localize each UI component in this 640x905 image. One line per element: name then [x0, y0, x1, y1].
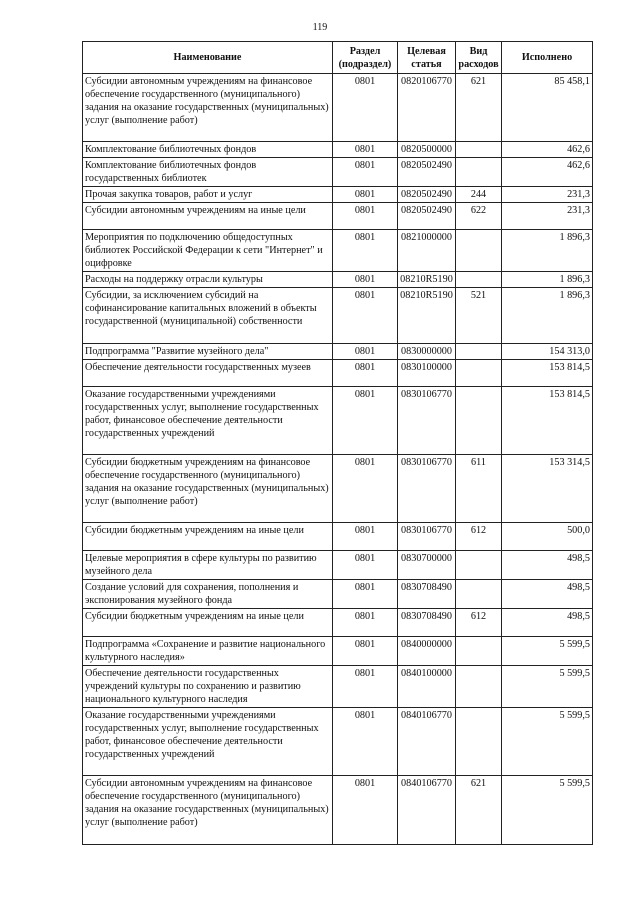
- cell-name: Создание условий для сохранения, пополнения и экспонирования музейного фонда: [83, 580, 333, 609]
- cell-kind: 521: [456, 288, 502, 344]
- cell-executed: 500,0: [502, 523, 593, 551]
- cell-executed: 462,6: [502, 158, 593, 187]
- table-row: [83, 666, 593, 708]
- cell-section: 0801: [333, 230, 398, 272]
- table-row: [83, 580, 593, 609]
- cell-kind: 611: [456, 455, 502, 523]
- cell-article: 08210R5190: [398, 272, 456, 288]
- cell-article: 0840000000: [398, 637, 456, 666]
- table-row: [83, 609, 593, 637]
- table-row: [83, 360, 593, 387]
- cell-kind: [456, 551, 502, 580]
- table-row: [83, 288, 593, 344]
- cell-section: 0801: [333, 637, 398, 666]
- cell-executed: 5 599,5: [502, 666, 593, 708]
- cell-section: 0801: [333, 580, 398, 609]
- header-section: Раздел (подраздел): [333, 42, 398, 74]
- cell-section: 0801: [333, 666, 398, 708]
- table-row: [83, 74, 593, 142]
- cell-article: 0820106770: [398, 74, 456, 142]
- cell-name: Субсидии автономным учреждениям на иные цели: [83, 203, 333, 230]
- budget-table: [82, 41, 593, 845]
- cell-executed: 1 896,3: [502, 288, 593, 344]
- cell-kind: [456, 158, 502, 187]
- table-row: [83, 551, 593, 580]
- cell-article: 0830700000: [398, 551, 456, 580]
- cell-section: 0801: [333, 708, 398, 776]
- cell-kind: 244: [456, 187, 502, 203]
- cell-kind: [456, 344, 502, 360]
- cell-name: Оказание государственными учреждениями государственных услуг, выполнение государственных работ, финансовое обеспечение деятельности государственных учреждений: [83, 708, 333, 776]
- header-kind: Вид расходов: [456, 42, 502, 74]
- cell-kind: [456, 142, 502, 158]
- cell-article: 0830106770: [398, 455, 456, 523]
- cell-name: Комплектование библиотечных фондов государственных библиотек: [83, 158, 333, 187]
- cell-name: Субсидии бюджетным учреждениям на иные цели: [83, 609, 333, 637]
- table-row: [83, 158, 593, 187]
- cell-executed: 462,6: [502, 142, 593, 158]
- cell-executed: 5 599,5: [502, 776, 593, 845]
- cell-executed: 154 313,0: [502, 344, 593, 360]
- table-row: [83, 455, 593, 523]
- cell-article: 0830000000: [398, 344, 456, 360]
- cell-article: 0830106770: [398, 387, 456, 455]
- table-row: [83, 637, 593, 666]
- cell-section: 0801: [333, 288, 398, 344]
- cell-name: Субсидии бюджетным учреждениям на финансовое обеспечение государственного (муниципального) задания на оказание государственных (муниципальных) услуг (выполнение работ): [83, 455, 333, 523]
- cell-name: Субсидии автономным учреждениям на финансовое обеспечение государственного (муниципального) задания на оказание государственных (муниципальных) услуг (выполнение работ): [83, 74, 333, 142]
- cell-section: 0801: [333, 776, 398, 845]
- cell-name: Подпрограмма «Сохранение и развитие национального культурного наследия»: [83, 637, 333, 666]
- cell-article: 0820502490: [398, 158, 456, 187]
- header-executed: Исполнено: [502, 42, 593, 74]
- page-number: 119: [312, 22, 328, 33]
- cell-article: 0820502490: [398, 203, 456, 230]
- cell-name: Целевые мероприятия в сфере культуры по развитию музейного дела: [83, 551, 333, 580]
- cell-section: 0801: [333, 203, 398, 230]
- table-row: [83, 142, 593, 158]
- cell-article: 0840106770: [398, 776, 456, 845]
- table-row: [83, 708, 593, 776]
- cell-kind: [456, 708, 502, 776]
- cell-section: 0801: [333, 455, 398, 523]
- cell-executed: 231,3: [502, 187, 593, 203]
- cell-kind: [456, 230, 502, 272]
- table-row: [83, 523, 593, 551]
- cell-executed: 5 599,5: [502, 708, 593, 776]
- cell-kind: [456, 272, 502, 288]
- cell-name: Прочая закупка товаров, работ и услуг: [83, 187, 333, 203]
- table-row: [83, 387, 593, 455]
- cell-name: Расходы на поддержку отрасли культуры: [83, 272, 333, 288]
- cell-kind: [456, 666, 502, 708]
- cell-executed: 498,5: [502, 580, 593, 609]
- cell-section: 0801: [333, 523, 398, 551]
- cell-name: Обеспечение деятельности государственных учреждений культуры по сохранению и развитию национального культурного наследия: [83, 666, 333, 708]
- cell-section: 0801: [333, 74, 398, 142]
- cell-name: Оказание государственными учреждениями государственных услуг, выполнение государственных работ, финансовое обеспечение деятельности государственных учреждений: [83, 387, 333, 455]
- cell-kind: 622: [456, 203, 502, 230]
- header-article: Целевая статья: [398, 42, 456, 74]
- table-row: [83, 344, 593, 360]
- cell-executed: 5 599,5: [502, 637, 593, 666]
- cell-kind: 612: [456, 523, 502, 551]
- cell-name: Субсидии бюджетным учреждениям на иные цели: [83, 523, 333, 551]
- cell-section: 0801: [333, 187, 398, 203]
- cell-executed: 498,5: [502, 551, 593, 580]
- cell-name: Обеспечение деятельности государственных музеев: [83, 360, 333, 387]
- cell-name: Субсидии автономным учреждениям на финансовое обеспечение государственного (муниципального) задания на оказание государственных (муниципальных) услуг (выполнение работ): [83, 776, 333, 845]
- header-name: Наименование: [83, 42, 333, 74]
- cell-executed: 231,3: [502, 203, 593, 230]
- cell-name: Субсидии, за исключением субсидий на софинансирование капитальных вложений в объекты государственной (муниципальной) собственности: [83, 288, 333, 344]
- cell-executed: 1 896,3: [502, 272, 593, 288]
- cell-name: Комплектование библиотечных фондов: [83, 142, 333, 158]
- table-row: [83, 272, 593, 288]
- cell-kind: [456, 387, 502, 455]
- cell-executed: 153 314,5: [502, 455, 593, 523]
- cell-kind: [456, 360, 502, 387]
- cell-section: 0801: [333, 609, 398, 637]
- cell-article: 0830708490: [398, 609, 456, 637]
- cell-kind: [456, 580, 502, 609]
- cell-kind: 621: [456, 776, 502, 845]
- cell-executed: 498,5: [502, 609, 593, 637]
- cell-article: 08210R5190: [398, 288, 456, 344]
- cell-article: 0840100000: [398, 666, 456, 708]
- cell-kind: 612: [456, 609, 502, 637]
- table-row: [83, 203, 593, 230]
- cell-article: 0830100000: [398, 360, 456, 387]
- cell-article: 0830708490: [398, 580, 456, 609]
- table-row: [83, 187, 593, 203]
- cell-executed: 1 896,3: [502, 230, 593, 272]
- cell-executed: 153 814,5: [502, 360, 593, 387]
- cell-section: 0801: [333, 387, 398, 455]
- cell-executed: 153 814,5: [502, 387, 593, 455]
- cell-name: Мероприятия по подключению общедоступных библиотек Российской Федерации к сети "Интернет" и оцифровке: [83, 230, 333, 272]
- cell-section: 0801: [333, 142, 398, 158]
- cell-article: 0820502490: [398, 187, 456, 203]
- table-row: [83, 776, 593, 845]
- cell-section: 0801: [333, 272, 398, 288]
- cell-article: 0830106770: [398, 523, 456, 551]
- cell-section: 0801: [333, 551, 398, 580]
- cell-article: 0820500000: [398, 142, 456, 158]
- cell-section: 0801: [333, 360, 398, 387]
- table-row: [83, 230, 593, 272]
- cell-executed: 85 458,1: [502, 74, 593, 142]
- table-header-row: [83, 42, 593, 74]
- cell-name: Подпрограмма "Развитие музейного дела": [83, 344, 333, 360]
- cell-section: 0801: [333, 344, 398, 360]
- cell-section: 0801: [333, 158, 398, 187]
- cell-article: 0821000000: [398, 230, 456, 272]
- cell-kind: 621: [456, 74, 502, 142]
- cell-article: 0840106770: [398, 708, 456, 776]
- cell-kind: [456, 637, 502, 666]
